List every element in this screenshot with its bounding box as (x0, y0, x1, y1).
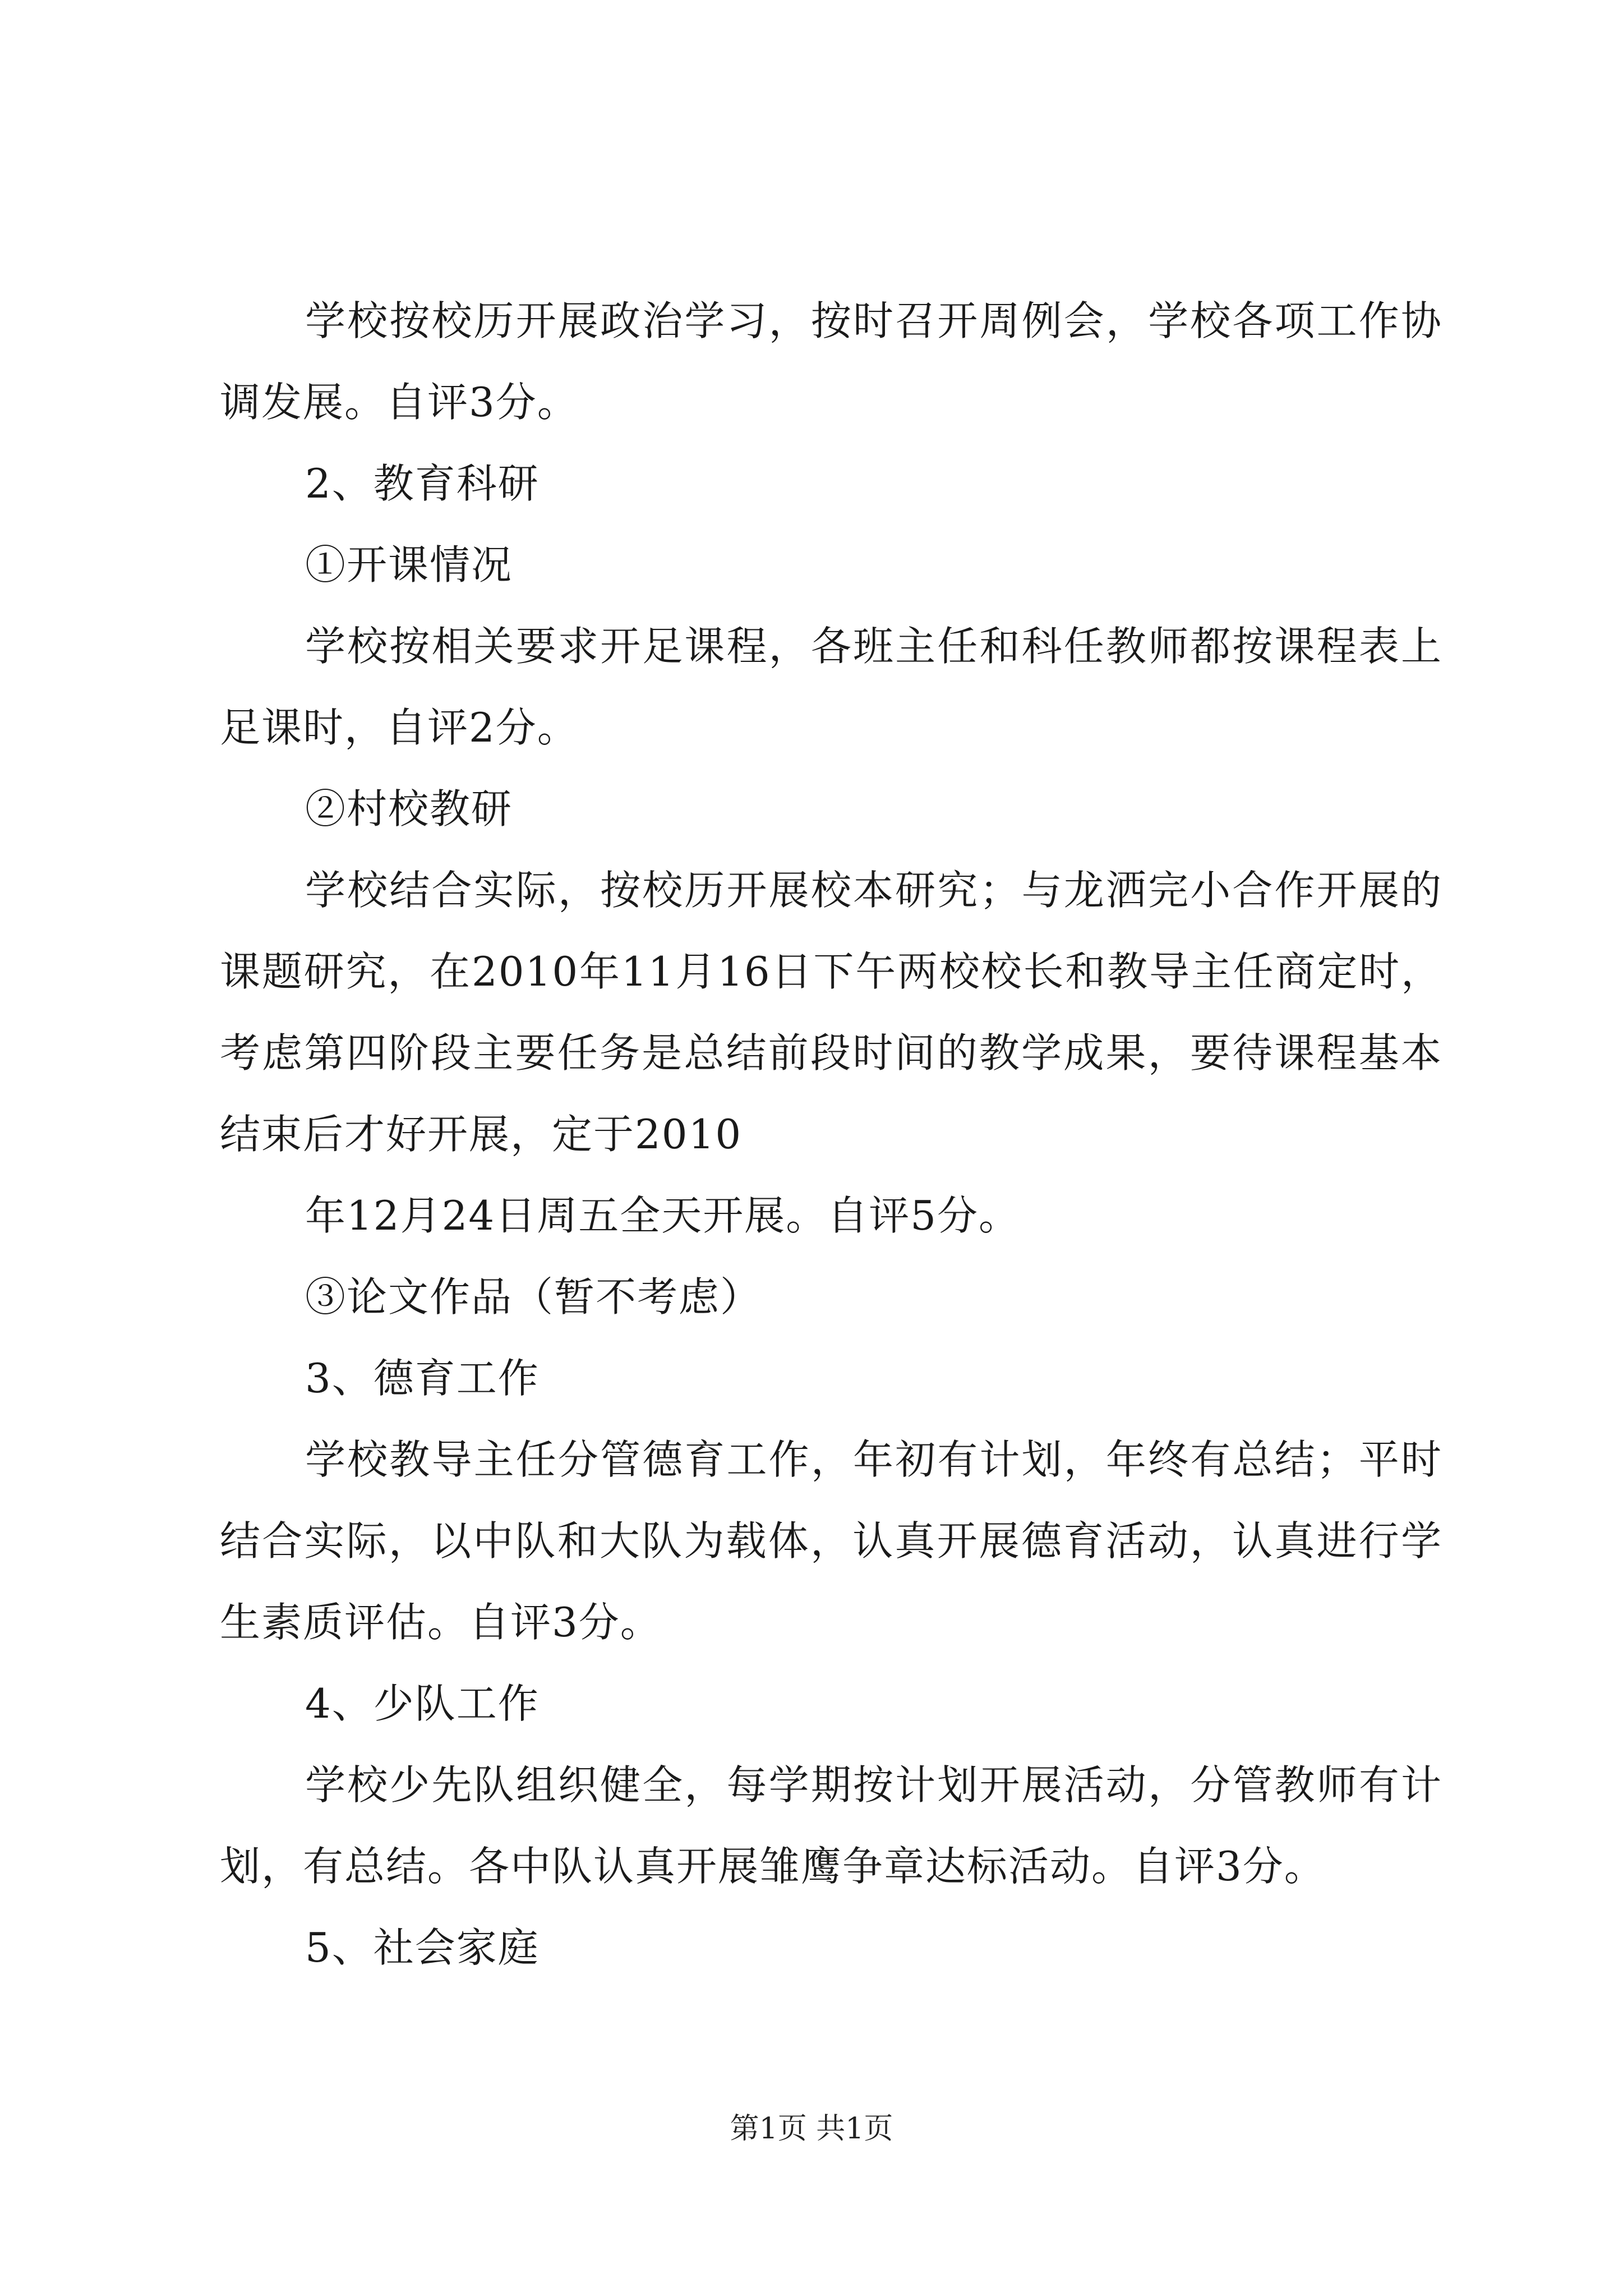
heading-moral-education: 3、德育工作 (305, 1355, 540, 1402)
document-body (220, 280, 1442, 1989)
paragraph-young-pioneers: 学校少先队组织健全，每学期按计划开展活动，分管教师有计划，有总结。各中队认真开展雏鹰争章达标活动。自评3分。 (220, 1761, 1442, 1890)
paragraph-politics-study: 学校按校历开展政治学习，按时召开周例会，学校各项工作协调发展。自评3分。 (220, 297, 1442, 426)
heading-education-research: 2、教育科研 (305, 460, 540, 507)
subheading-course-status: ①开课情况 (305, 541, 513, 588)
paragraph-village-school-research: 学校结合实际，按校历开展校本研究；与龙洒完小合作开展的课题研究，在2010年11月16日下午两校校长和教导主任商定时，考虑第四阶段主要任务是总结前段时间的教学成果，要待课程基本结束后才好开展，定于2010 (220, 867, 1442, 1158)
page-footer: 第1页 共1页 (730, 2112, 893, 2146)
subheading-papers: ③论文作品（暂不考虑） (305, 1273, 762, 1320)
subheading-village-school-research: ②村校教研 (305, 785, 513, 832)
paragraph-research-date: 年12月24日周五全天开展。自评5分。 (305, 1192, 1021, 1239)
paragraph-course-status: 学校按相关要求开足课程，各班主任和科任教师都按课程表上足课时，自评2分。 (220, 623, 1442, 751)
heading-young-pioneers: 4、少队工作 (305, 1680, 540, 1727)
paragraph-moral-education: 学校教导主任分管德育工作，年初有计划，年终有总结；平时结合实际，以中队和大队为载体，认真开展德育活动，认真进行学生素质评估。自评3分。 (220, 1436, 1442, 1646)
heading-society-family: 5、社会家庭 (305, 1924, 540, 1971)
